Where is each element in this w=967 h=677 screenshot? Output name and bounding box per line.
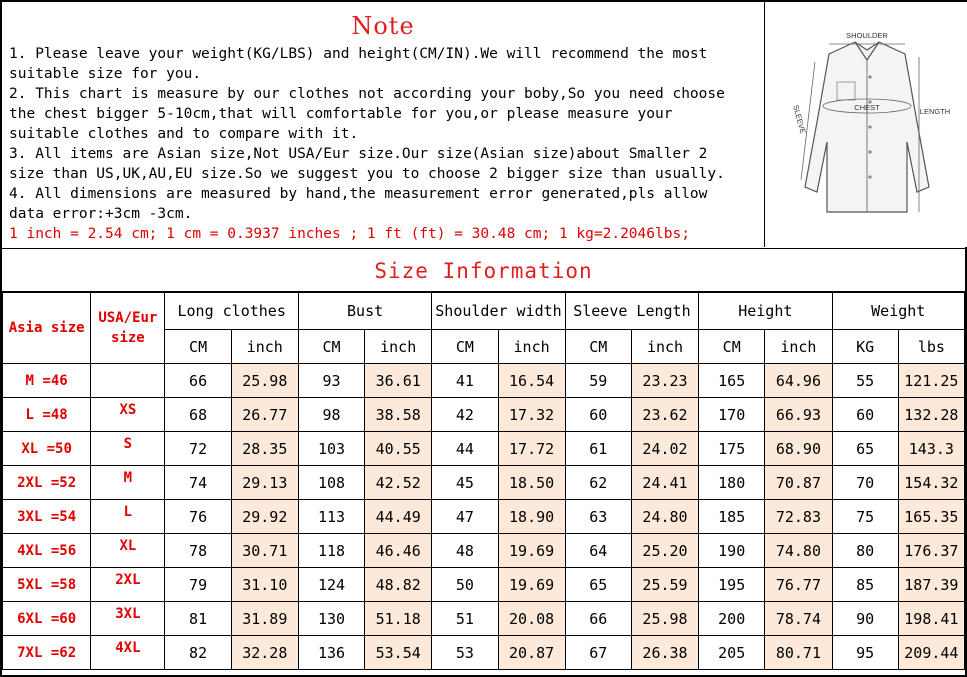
metric-value-cell: 51 xyxy=(432,602,498,636)
unit-header: inch xyxy=(231,330,298,364)
inch-value-cell: 26.77 xyxy=(231,398,298,432)
inch-value-cell: 18.90 xyxy=(498,500,565,534)
metric-value-cell: 45 xyxy=(432,466,498,500)
usa-size-cell xyxy=(91,364,165,398)
note-line: 4. All dimensions are measured by hand,the measurement error generated,pls allow xyxy=(9,186,708,202)
table-row xyxy=(3,466,965,500)
metric-value-cell: 66 xyxy=(565,602,631,636)
inch-value-cell: 20.87 xyxy=(498,636,565,670)
inch-value-cell: 26.38 xyxy=(631,636,698,670)
inch-value-cell: 76.77 xyxy=(765,568,832,602)
metric-value-cell: 53 xyxy=(432,636,498,670)
asia-size-cell: 3XL =54 xyxy=(3,500,91,534)
unit-header: inch xyxy=(498,330,565,364)
asia-size-cell: 6XL =60 xyxy=(3,602,91,636)
inch-value-cell: 24.41 xyxy=(631,466,698,500)
inch-value-cell: 25.20 xyxy=(631,534,698,568)
inch-value-cell: 36.61 xyxy=(365,364,432,398)
group-header: Sleeve Length xyxy=(565,293,698,330)
asia-size-cell: 4XL =56 xyxy=(3,534,91,568)
shirt-diagram-icon xyxy=(767,2,967,247)
unit-header: KG xyxy=(832,330,898,364)
inch-value-cell: 132.28 xyxy=(898,398,964,432)
metric-value-cell: 44 xyxy=(432,432,498,466)
unit-header: inch xyxy=(765,330,832,364)
inch-value-cell: 40.55 xyxy=(365,432,432,466)
inch-value-cell: 68.90 xyxy=(765,432,832,466)
metric-value-cell: 103 xyxy=(298,432,364,466)
metric-value-cell: 90 xyxy=(832,602,898,636)
table-row xyxy=(3,602,965,636)
metric-value-cell: 136 xyxy=(298,636,364,670)
metric-value-cell: 60 xyxy=(832,398,898,432)
inch-value-cell: 154.32 xyxy=(898,466,964,500)
asia-size-header: Asia size xyxy=(3,293,91,364)
asia-size-cell: M =46 xyxy=(3,364,91,398)
inch-value-cell: 209.44 xyxy=(898,636,964,670)
metric-value-cell: 47 xyxy=(432,500,498,534)
inch-value-cell: 29.92 xyxy=(231,500,298,534)
metric-value-cell: 65 xyxy=(832,432,898,466)
metric-value-cell: 80 xyxy=(832,534,898,568)
inch-value-cell: 30.71 xyxy=(231,534,298,568)
asia-size-cell: 5XL =58 xyxy=(3,568,91,602)
inch-value-cell: 72.83 xyxy=(765,500,832,534)
shoulder-label: SHOULDER xyxy=(846,31,888,40)
asia-size-cell: 2XL =52 xyxy=(3,466,91,500)
group-header: Long clothes xyxy=(165,293,298,330)
inch-value-cell: 28.35 xyxy=(231,432,298,466)
metric-value-cell: 59 xyxy=(565,364,631,398)
table-row xyxy=(3,364,965,398)
unit-header: inch xyxy=(365,330,432,364)
unit-header: CM xyxy=(165,330,231,364)
asia-size-cell: L =48 xyxy=(3,398,91,432)
inch-value-cell: 38.58 xyxy=(365,398,432,432)
asia-size-cell: XL =50 xyxy=(3,432,91,466)
metric-value-cell: 82 xyxy=(165,636,231,670)
metric-value-cell: 200 xyxy=(699,602,765,636)
metric-value-cell: 190 xyxy=(699,534,765,568)
metric-value-cell: 130 xyxy=(298,602,364,636)
inch-value-cell: 24.02 xyxy=(631,432,698,466)
note-line: the chest bigger 5-10cm,that will comfortable for you,or please measure your xyxy=(9,106,673,122)
asia-size-cell: 7XL =62 xyxy=(3,636,91,670)
metric-value-cell: 85 xyxy=(832,568,898,602)
metric-value-cell: 68 xyxy=(165,398,231,432)
group-header: Shoulder width xyxy=(432,293,565,330)
inch-value-cell: 24.80 xyxy=(631,500,698,534)
inch-value-cell: 64.96 xyxy=(765,364,832,398)
metric-value-cell: 70 xyxy=(832,466,898,500)
note-title: Note xyxy=(351,12,415,40)
table-row xyxy=(3,534,965,568)
chest-label: CHEST xyxy=(854,103,880,112)
usa-size-cell: L xyxy=(91,500,165,534)
metric-value-cell: 81 xyxy=(165,602,231,636)
note-line: data error:+3cm -3cm. xyxy=(9,206,193,222)
table-row xyxy=(3,568,965,602)
inch-value-cell: 143.3 xyxy=(898,432,964,466)
metric-value-cell: 75 xyxy=(832,500,898,534)
usa-eur-size-header: USA/Eur size xyxy=(91,293,165,364)
metric-value-cell: 113 xyxy=(298,500,364,534)
metric-value-cell: 180 xyxy=(699,466,765,500)
inch-value-cell: 19.69 xyxy=(498,568,565,602)
metric-value-cell: 185 xyxy=(699,500,765,534)
metric-value-cell: 61 xyxy=(565,432,631,466)
inch-value-cell: 74.80 xyxy=(765,534,832,568)
size-table-body xyxy=(3,293,965,670)
metric-value-cell: 64 xyxy=(565,534,631,568)
inch-value-cell: 18.50 xyxy=(498,466,565,500)
inch-value-cell: 51.18 xyxy=(365,602,432,636)
group-header: Bust xyxy=(298,293,431,330)
metric-value-cell: 195 xyxy=(699,568,765,602)
metric-value-cell: 50 xyxy=(432,568,498,602)
table-row xyxy=(3,432,965,466)
usa-size-cell: XS xyxy=(91,398,165,432)
usa-size-cell: M xyxy=(91,466,165,500)
inch-value-cell: 66.93 xyxy=(765,398,832,432)
note-line: suitable size for you. xyxy=(9,66,202,82)
table-row xyxy=(3,500,965,534)
shirt-measurement-illustration xyxy=(767,2,967,247)
inch-value-cell: 32.28 xyxy=(231,636,298,670)
table-row xyxy=(3,398,965,432)
metric-value-cell: 165 xyxy=(699,364,765,398)
metric-value-cell: 108 xyxy=(298,466,364,500)
metric-value-cell: 175 xyxy=(699,432,765,466)
metric-value-cell: 124 xyxy=(298,568,364,602)
note-line: 3. All items are Asian size,Not USA/Eur size.Our size(Asian size)about Smaller 2 xyxy=(9,146,708,162)
unit-header: CM xyxy=(432,330,498,364)
inch-value-cell: 121.25 xyxy=(898,364,964,398)
inch-value-cell: 42.52 xyxy=(365,466,432,500)
metric-value-cell: 95 xyxy=(832,636,898,670)
header-row xyxy=(3,293,965,330)
note-line: 1. Please leave your weight(KG/LBS) and height(CM/IN).We will recommend the most xyxy=(9,46,708,62)
inch-value-cell: 80.71 xyxy=(765,636,832,670)
metric-value-cell: 60 xyxy=(565,398,631,432)
inch-value-cell: 78.74 xyxy=(765,602,832,636)
inch-value-cell: 70.87 xyxy=(765,466,832,500)
length-label: LENGTH xyxy=(919,107,951,116)
table-row xyxy=(3,636,965,670)
metric-value-cell: 62 xyxy=(565,466,631,500)
size-table xyxy=(2,292,965,670)
conversion-line: 1 inch = 2.54 cm; 1 cm = 0.3937 inches ; 1 ft (ft) = 30.48 cm; 1 kg=2.2046lbs; xyxy=(9,226,690,242)
inch-value-cell: 17.72 xyxy=(498,432,565,466)
usa-size-cell: 4XL xyxy=(91,636,165,670)
inch-value-cell: 176.37 xyxy=(898,534,964,568)
inch-value-cell: 19.69 xyxy=(498,534,565,568)
inch-value-cell: 46.46 xyxy=(365,534,432,568)
sleeve-label: SLEEVE xyxy=(791,104,808,135)
metric-value-cell: 78 xyxy=(165,534,231,568)
inch-value-cell: 25.59 xyxy=(631,568,698,602)
note-line: 2. This chart is measure by our clothes not according your boby,So you need choose xyxy=(9,86,725,102)
metric-value-cell: 67 xyxy=(565,636,631,670)
metric-value-cell: 66 xyxy=(165,364,231,398)
metric-value-cell: 48 xyxy=(432,534,498,568)
unit-header: CM xyxy=(699,330,765,364)
metric-value-cell: 170 xyxy=(699,398,765,432)
metric-value-cell: 74 xyxy=(165,466,231,500)
metric-value-cell: 98 xyxy=(298,398,364,432)
inch-value-cell: 53.54 xyxy=(365,636,432,670)
metric-value-cell: 93 xyxy=(298,364,364,398)
inch-value-cell: 25.98 xyxy=(231,364,298,398)
group-header: Weight xyxy=(832,293,964,330)
metric-value-cell: 118 xyxy=(298,534,364,568)
inch-value-cell: 23.62 xyxy=(631,398,698,432)
inch-value-cell: 23.23 xyxy=(631,364,698,398)
inch-value-cell: 16.54 xyxy=(498,364,565,398)
usa-size-cell: 2XL xyxy=(91,568,165,602)
note-text xyxy=(9,44,760,244)
metric-value-cell: 65 xyxy=(565,568,631,602)
inch-value-cell: 198.41 xyxy=(898,602,964,636)
metric-value-cell: 41 xyxy=(432,364,498,398)
note-line: suitable clothes and to compare with it. xyxy=(9,126,359,142)
metric-value-cell: 76 xyxy=(165,500,231,534)
group-header: Height xyxy=(699,293,832,330)
inch-value-cell: 29.13 xyxy=(231,466,298,500)
metric-value-cell: 205 xyxy=(699,636,765,670)
metric-value-cell: 63 xyxy=(565,500,631,534)
inch-value-cell: 48.82 xyxy=(365,568,432,602)
unit-header: lbs xyxy=(898,330,964,364)
inch-value-cell: 17.32 xyxy=(498,398,565,432)
metric-value-cell: 72 xyxy=(165,432,231,466)
inch-value-cell: 25.98 xyxy=(631,602,698,636)
metric-value-cell: 42 xyxy=(432,398,498,432)
inch-value-cell: 31.89 xyxy=(231,602,298,636)
size-information-title: Size Information xyxy=(2,248,965,292)
unit-header: CM xyxy=(298,330,364,364)
usa-size-cell: XL xyxy=(91,534,165,568)
usa-size-cell: S xyxy=(91,432,165,466)
unit-header: CM xyxy=(565,330,631,364)
note-section xyxy=(2,2,765,247)
metric-value-cell: 55 xyxy=(832,364,898,398)
note-line: size than US,UK,AU,EU size.So we suggest you to choose 2 bigger size than usually. xyxy=(9,166,725,182)
inch-value-cell: 31.10 xyxy=(231,568,298,602)
unit-header: inch xyxy=(631,330,698,364)
metric-value-cell: 79 xyxy=(165,568,231,602)
inch-value-cell: 187.39 xyxy=(898,568,964,602)
inch-value-cell: 44.49 xyxy=(365,500,432,534)
inch-value-cell: 165.35 xyxy=(898,500,964,534)
inch-value-cell: 20.08 xyxy=(498,602,565,636)
usa-size-cell: 3XL xyxy=(91,602,165,636)
